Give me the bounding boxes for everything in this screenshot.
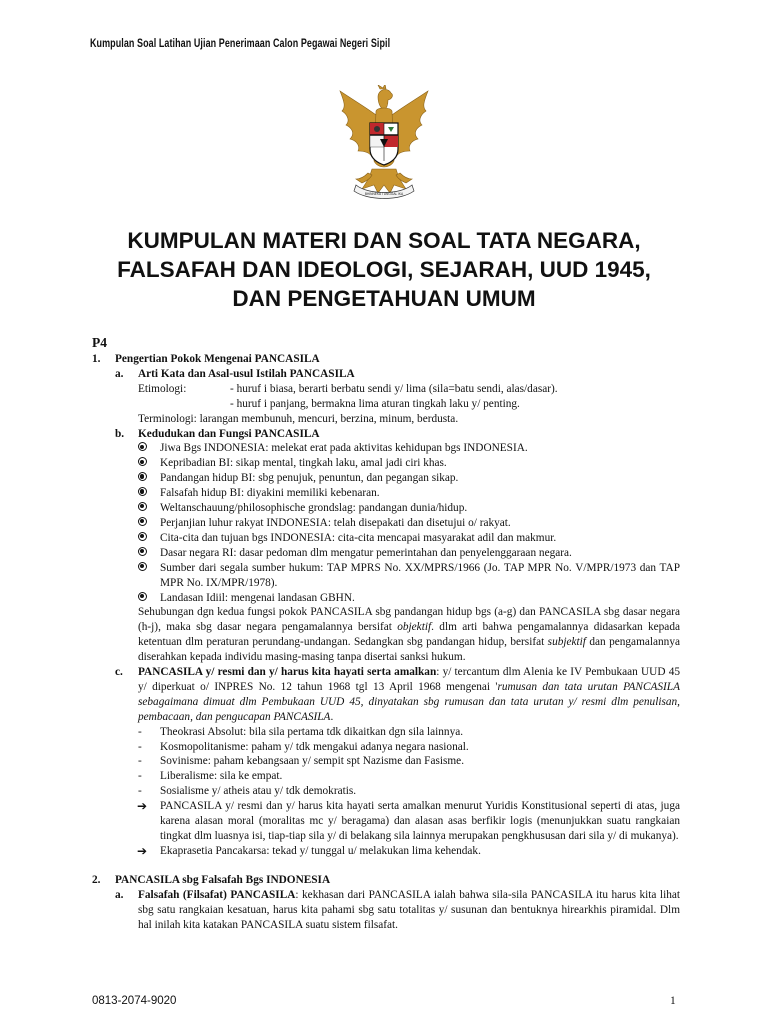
- list-item: [92, 486, 680, 501]
- list-item: [92, 561, 680, 591]
- footer-phone: 0813-2074-9020: [92, 995, 177, 1007]
- terminologi-line: Terminologi: larangan membunuh, mencuri, berzina, minum, berdusta.: [138, 412, 459, 425]
- list-item-text: Sumber dari segala sumber hukum: TAP MPRS No. XX/MPRS/1966 (Jo. TAP MPR No. V/MPR/1973 dan TAP MPR No. IX/MPR/1978).: [160, 561, 680, 589]
- list-item-text: PANCASILA y/ resmi dan y/ harus kita hayati serta amalkan menurut Yuridis Konstitusional seperti di atas, juga karena alasan moral (moralitas mc y/ beragama) dan alasan asas berfikir logis (menunjukkan suatu rangkaian tingkat dlm luasnya isi, tiap-tiap sila y/ di belakang sila lainnya merupakan pengkhususan dari sila y/ di mukanya).: [160, 800, 680, 842]
- list-item-text: Kosmopolitanisme: paham y/ tdk mengakui adanya negara nasional.: [160, 740, 469, 753]
- subsection-2a: [92, 888, 680, 933]
- subsection-1c: [92, 665, 680, 725]
- list-item-text: Ekaprasetia Pancakarsa: tekad y/ tunggal u/ melakukan lima kehendak.: [160, 844, 481, 857]
- running-header: Kumpulan Soal Latihan Ujian Penerimaan Calon Pegawai Negeri Sipil: [90, 38, 391, 50]
- bullet-icon: [138, 517, 147, 526]
- section-1-heading: [92, 352, 680, 367]
- list-item: [92, 516, 680, 531]
- list-item-text: Liberalisme: sila ke empat.: [160, 770, 283, 783]
- list-item-text: Pandangan hidup BI: sbg penujuk, penuntun, dan pegangan sikap.: [160, 472, 459, 485]
- list-item-text: Falsafah hidup BI: diyakini memiliki kebenaran.: [160, 487, 380, 500]
- section-2-number: 2.: [92, 873, 101, 886]
- garuda-emblem: [328, 85, 440, 203]
- subsection-1a-heading: [92, 367, 680, 382]
- section-2-title: PANCASILA sbg Falsafah Bgs INDONESIA: [115, 873, 331, 886]
- dash-marker: -: [138, 725, 142, 738]
- bullet-icon: [138, 562, 147, 571]
- subsection-1c-title: PANCASILA y/ resmi dan y/ harus kita hayati serta amalkan: [138, 666, 437, 679]
- list-item: [92, 501, 680, 516]
- list-item-text: Perjanjian luhur rakyat INDONESIA: telah disepakati dan disetujui o/ rakyat.: [160, 516, 511, 529]
- section-1-number: 1.: [92, 353, 101, 365]
- arrow-right-icon: ➔: [137, 799, 148, 814]
- subsection-1b-title: Kedudukan dan Fungsi PANCASILA: [138, 427, 320, 440]
- dash-marker: -: [138, 785, 142, 798]
- subsection-1c-text-end: .: [330, 710, 334, 723]
- subsection-1a-title: Arti Kata dan Asal-usul Istilah PANCASILA: [138, 367, 355, 380]
- list-item: [92, 456, 680, 471]
- bullet-icon: [138, 472, 147, 481]
- list-item-text: Sosialisme y/ atheis atau y/ tdk demokratis.: [160, 785, 357, 798]
- etimologi-line-1: - huruf i biasa, berarti berbatu sendi y/ lima (sila=batu sendi, alas/dasar).: [230, 382, 558, 395]
- subsection-1b-letter: b.: [115, 427, 125, 440]
- list-item: [92, 471, 680, 486]
- subsection-1a-letter: a.: [115, 367, 124, 380]
- bullet-icon: [138, 442, 147, 451]
- title-line-2: FALSAFAH DAN IDEOLOGI, SEJARAH, UUD 1945,: [117, 257, 651, 282]
- bullet-icon: [138, 547, 147, 556]
- list-item-text: Weltanschauung/philosophische grondslag: pandangan dunia/hidup.: [160, 502, 468, 515]
- bullet-icon: [138, 502, 147, 511]
- list-item: [92, 769, 680, 784]
- subsection-1c-letter: c.: [115, 666, 123, 679]
- subsection-1b-heading: [92, 427, 680, 442]
- title-line-3: DAN PENGETAHUAN UMUM: [232, 286, 536, 311]
- subsection-1c-text: : y/ tercantum dlm Alenia ke IV Pembukaan UUD 45 y/ diperkuat o/ INPRES No. 12 tahun 1968 tgl 13 April 1968 mengenai ': [138, 666, 680, 693]
- bullet-icon: [138, 532, 147, 541]
- list-item-text: Landasan Idiil: mengenai landasan GBHN.: [160, 591, 355, 604]
- list-item-text: Jiwa Bgs INDONESIA: melekat erat pada aktivitas kehidupan bgs INDONESIA.: [160, 442, 528, 455]
- paragraph-part-2: . dlm arti bahwa pengamalannya didasarkan kepada ketentuan dlm peraturan perundang-undangan. Sedangkan sbg pandangan hidup, bersifat: [138, 621, 680, 649]
- document-title: [60, 226, 708, 313]
- bullet-icon: [138, 592, 147, 601]
- etimologi-line-2: - huruf i panjang, bermakna lima aturan tingkah laku y/ penting.: [230, 397, 520, 410]
- list-item: [92, 531, 680, 546]
- list-item: [92, 591, 680, 606]
- list-item: [92, 784, 680, 799]
- subjektif-term: subjektif: [547, 636, 586, 649]
- objektif-term: objektif: [397, 621, 432, 634]
- dash-marker: -: [138, 770, 142, 783]
- paragraph-part-1: Sehubungan dgn kedua fungsi pokok PANCASILA sbg pandangan hidup bgs (a-g) dan PANCASILA sbg dasar negara (h-j), maka sbg dasar negara pengamalannya bersifat: [138, 606, 680, 634]
- list-item: [92, 546, 680, 561]
- subsection-2a-title: Falsafah (Filsafat) PANCASILA: [138, 888, 296, 901]
- list-item-text: Dasar negara RI: dasar pedoman dlm mengatur pemerintahan dan penyelenggaraan negara.: [160, 546, 572, 559]
- subsection-1c-italic-text: rumusan dan tata urutan PANCASILA sebagaimana dimuat dlm Pembukaan UUD 45, dinyatakan sbg rumusan dan tata urutan y/ resmi dlm penulisan, pembacaan, dan pengucapan PANCASILA: [138, 680, 680, 723]
- arrow-right-icon: ➔: [137, 843, 148, 858]
- subsection-2a-letter: a.: [115, 888, 124, 901]
- section-2-heading: [92, 873, 680, 888]
- dash-marker: -: [138, 740, 142, 753]
- list-item-text: Sovinisme: paham kebangsaan y/ sempit spt Nazisme dan Fasisme.: [160, 755, 465, 768]
- list-item-text: Cita-cita dan tujuan bgs INDONESIA: cita-cita mencapai masyarakat adil dan makmur.: [160, 531, 557, 544]
- section-label: P4: [92, 335, 107, 350]
- paragraph-part-3: dan pengamalannya diserahkan kepada individu masing-masing tanpa disertai sanksi hukum.: [138, 636, 680, 664]
- title-line-1: KUMPULAN MATERI DAN SOAL TATA NEGARA,: [127, 228, 641, 253]
- list-item: [92, 799, 680, 844]
- etimologi-row: [92, 382, 680, 397]
- dash-marker: -: [138, 755, 142, 768]
- list-item: [92, 740, 680, 755]
- list-item: [92, 725, 680, 740]
- list-item: [92, 441, 680, 456]
- list-item-text: Kepribadian BI: sikap mental, tingkah laku, amal jadi ciri khas.: [160, 457, 447, 470]
- list-item-text: Theokrasi Absolut: bila sila pertama tdk dikaitkan dgn sila lainnya.: [160, 725, 464, 738]
- etimologi-label: Etimologi:: [138, 382, 187, 395]
- subsection-2a-text: : kekhasan dari PANCASILA ialah bahwa sila-sila PANCASILA itu harus kita lihat sbg satu rangkaian kesatuan, harus kita pahami sbg satu totalitas y/ susunan dan bentuknya hirearkhis piramidal. Dlm hal inilah kita katakan PANCASILA suatu sistem filsafat.: [138, 888, 681, 931]
- list-item: [92, 754, 680, 769]
- document-body: [92, 334, 680, 932]
- page-number: 1: [670, 995, 676, 1007]
- list-item: [92, 844, 680, 859]
- bullet-icon: [138, 487, 147, 496]
- bullet-icon: [138, 457, 147, 466]
- emblem-motto-text: BHINNEKA TUNGGAL IKA: [364, 192, 404, 196]
- fungsi-paragraph: [92, 605, 680, 665]
- section-1-title: Pengertian Pokok Mengenai PANCASILA: [115, 353, 320, 365]
